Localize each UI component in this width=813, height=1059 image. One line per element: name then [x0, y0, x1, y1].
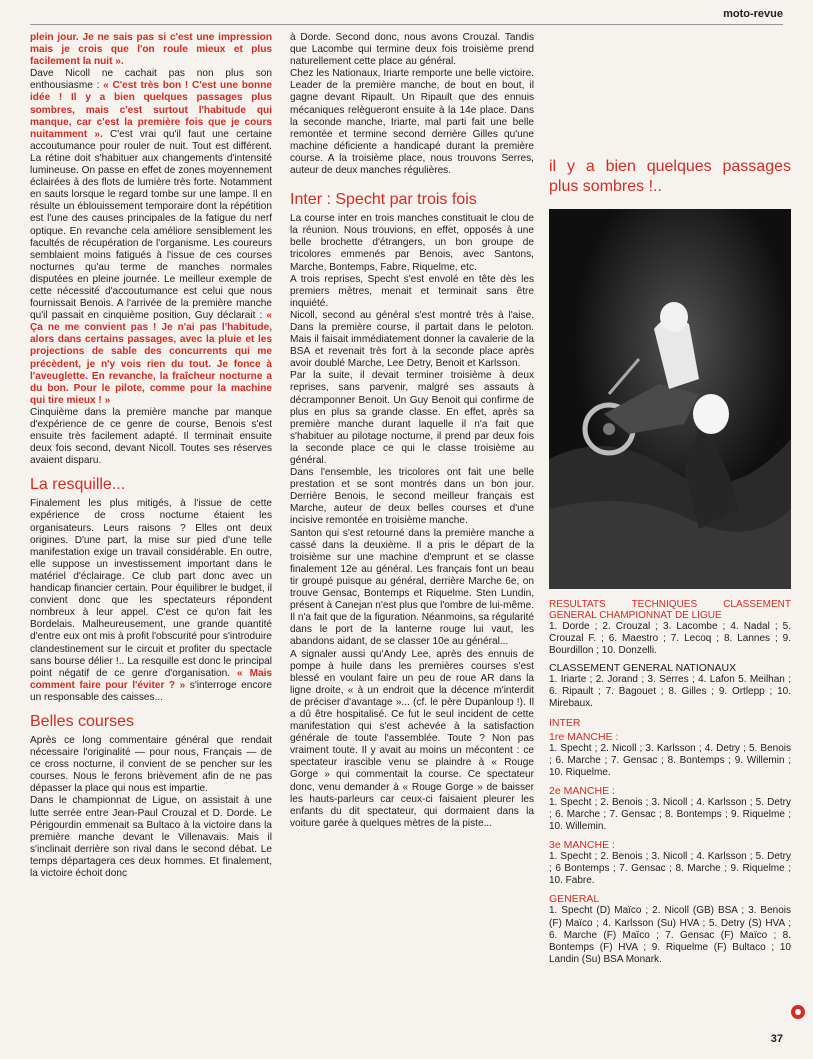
heading-resquille: La resquille...	[30, 476, 126, 494]
paragraph-ligue: Dans le championnat de Ligue, on assistait à une lutte serrée entre Jean-Paul Crouzal et D. Dorde. Le Périgourdin emmenait sa Bultaco à la victoire dans la première manche devant le Villenavais. Mais il s'inclinait derrière son rival dans le second débat. Le temps départagera ces deux hommes. Et finalement, la victoire échoit donc	[30, 795, 272, 879]
manche1-title: 1re MANCHE :	[549, 730, 619, 743]
text: s'interroge encore un responsable des caisses...	[30, 679, 272, 703]
text: C'est vrai qu'il faut une certaine accoutumance pour rouler de nuit. Tout est différent. La rétine doit s'habituer aux changements d'intensité lumineuse. On passe en effet de zones moyennement éclairées à des flots de lumière très forte. Notamment en sauts lorsque le regard tombe sur une lampe. Il en résulte un éblouissement temporaire dont la répétition est l'une des causes principales de la fatigue du nerf optique. En revanche cela améliore sensiblement les facultés de récupération de l'organisme. Les coureurs semblaient moins fatigués à l'issue de ces courses nocturnes qu'au terme de manches normales disputées en pleine journée. Le meilleur exemple de cette nécessité d'accoutumance est celui que nous fournissait Benois. A l'arrivée de la première manche qu'il passait en cinquième position, Guy déclarait :	[30, 128, 272, 322]
nationaux-title: CLASSEMENT GENERAL NATIONAUX	[549, 662, 737, 675]
page-number: 37	[770, 1033, 783, 1045]
paragraph-inter: La course inter en trois manches constituait le clou de la réunion. Nous trouvions, en effet, opposés à une belle brochette d'étrangers, un bon groupe de tricolores emmenés par Benois, avec Santons, Marche, Bontemps, Fabre, Riquelme, etc.	[290, 213, 534, 273]
nicoll-quote: « C'est très bon ! C'est une bonne idée ! Il y a bien quelques passages plus sombres, mais c'est surtout l'habitude qui manque, car c'est la première fois que je cours nuitamment ».	[30, 80, 272, 140]
paragraph-benoit: Par la suite, il devait terminer troisième à deux reprises, sans parvenir, malgré ses assauts à décramponner Benoit. Un Guy Benoit qui confirme de plus en plus sa grande classe. En effet, après sa première manche durant laquelle il n'a fait que s'habituer au pilotage nocturne, il prend par deux fois la seconde place ce qui le classe troisième au général.	[290, 370, 534, 466]
magazine-name: moto-revue	[723, 8, 783, 20]
text: Dave Nicoll ne cachait pas non plus son enthousiasme :	[30, 68, 272, 92]
results-manche2: 1. Specht ; 2. Benois ; 3. Nicoll ; 4. Karlsson ; 5. Detry ; 6. Marche ; 7. Gensac ; 8. Bontemps ; 9. Riquelme ; 10. Willemin.	[549, 796, 791, 833]
paragraph-tricolores: Dans l'ensemble, les tricolores ont fait une belle prestation et se sont montrés dans un bon jour. Derrière Benois, le second meilleur français est Marche, auteur de deux belles courses et d'une incisive remontée en troisième manche.	[290, 467, 534, 527]
results-nationaux: 1. Iriarte ; 2. Jorand ; 3. Serres ; 4. Lafon 5. Meilhan ; 6. Ripault ; 7. Bagouet ; 8. Gilles ; 9. Ortlepp ; 10. Mirebaux.	[549, 674, 791, 710]
end-mark-icon	[791, 1005, 805, 1019]
paragraph-resquille	[30, 498, 272, 704]
paragraph-nicoll-race: Nicoll, second au général s'est montré très à l'aise. Dans la première course, il partait dans le peloton. Mais il faisait immédiatement donner la cavalerie de la BSA et revenait très fort à la seconde place après avoir doublé Marche, Lee Detry, Benoit et Karlsson.	[290, 309, 534, 370]
paragraph-andy-lee: A signaler aussi qu'Andy Lee, après des ennuis de pompe à huile dans les premières courses s'est blessé en voulant faire un peu de roue AR dans la ligne droite, « à un endroit que la décence m'interdit de préciser d'avantage »... (cf. le père Dupanloup !). Il a dû être hospitalisé. Ce fut le seul incident de cette manifestation qui s'est achevée à la satisfaction générale de toute l'assemblée. Toute ? Non pas vraiment toute. Il y avait au moins un mécontent : ce spectateur irascible venu se plaindre à « Rouge Gorge » qui commentait la course. Ce spectateur donc, venu demander à « Rouge Gorge » de baisser les hauts-parleurs car ceux-ci faisaient pleurer les enfants du dit spectateur, qui dormaient dans la voiture garée à quelques mètres de la piste...	[290, 648, 534, 829]
header-rule	[30, 24, 783, 25]
manche3-title: 3e MANCHE :	[549, 839, 615, 852]
paragraph-benois: Cinquième dans la première manche par manque d'expérience de ce genre de course, Benois s'est ensuite très facilement adapté. Il terminait ensuite deux fois second, devant Nicoll. Toutes ses réserves avaient disparu.	[30, 406, 272, 467]
results-title: RESULTATS TECHNIQUES CLASSEMENT GENERAL CHAMPIONNAT DE LIGUE	[549, 599, 791, 621]
heading-belles-courses: Belles courses	[30, 712, 135, 730]
results-general: 1. Specht (D) Maïco ; 2. Nicoll (GB) BSA ; 3. Benois (F) Maïco ; 4. Karlsson (Su) HVA ; 5. Detry (S) HVA ; 6. Marche (F) Maïco ; 7. Gensac (F) Maïco ; 8. Bontemps (F) HVA ; 9. Riquelme (F) Bultaco ; 10 Landin (Su) BSA Monark.	[549, 905, 791, 965]
heading-inter: Inter : Specht par trois fois	[290, 191, 477, 209]
photo-illustration	[549, 209, 791, 589]
text: Finalement les plus mitigés, à l'issue de cette expérience de cross nocturne étaient les organisateurs. Leurs raisons ? Elles ont deux origines. D'une part, la mise sur pied d'une telle manifestation exige un travail considérable. En outre, elle suppose un investissement important dans le matériel d'éclairage. Ce club part donc avec un handicap financier certain. Pour équilibrer le budget, il convient donc que les spectateurs répondent nombreux à leur appel. C'est ce qu'on fait les Bordelais. Malheureusement, une grande quantité d'entre eux ont mis à profit l'obscurité pour s'introduire clandestinement sur le circuit et profiter du spectacle sans bourse délier !.. La resquille est donc le principal point négatif de ce genre d'organisation.	[30, 498, 272, 679]
paragraph-santon: Santon qui s'est retourné dans la première manche a cassé dans la deuxième. Il a pris le départ de la troisième sur une machine d'emprunt et se classe finalement 12e au général. Les français font un beau tir groupé puisque au général, derrière Marche 6e, on trouve Gensac, Bontemps et Riquelme. Sten Lundin, présent à Canejan n'est plus que l'ombre de lui-même. Il n'a fait que de la figuration. Néanmoins, sa régularité dans le port de la lanterne rouge lui vaut, les abandons aidant, de se classer 10e au général...	[290, 527, 534, 648]
paragraph-nicoll	[30, 68, 272, 407]
results-manche1: 1. Specht ; 2. Nicoll ; 3. Karlsson ; 4. Detry ; 5. Benois ; 6. Marche ; 7. Gensac ; 8. Bontemps ; 9. Willemin ; 10. Riquelme.	[549, 742, 791, 778]
paragraph-specht: A trois reprises, Specht s'est envolé en tête dès les premiers mètres, menait et terminait sans être inquiété.	[290, 273, 534, 309]
inter-title: INTER	[549, 716, 581, 729]
paragraph-commentaire: Après ce long commentaire général que rendait nécessaire l'originalité — pour nous, Français — de ce cross nocturne, il convient de se pencher sur les courses. Nous le ferons brièvement afin de ne pas dépasser la place qui nous est impartie.	[30, 734, 272, 795]
column-1	[30, 32, 272, 880]
results-ligue: 1. Dorde ; 2. Crouzal ; 3. Lacombe ; 4. Nadal ; 5. Crouzal F. ; 6. Maestro ; 7. Lecoq ; 8. Lannes ; 9. Bourdillon ; 10. Donzelli.	[549, 621, 791, 657]
paragraph-nationaux: Chez les Nationaux, Iriarte remporte une belle victoire. Leader de la première manche, de bout en bout, il gagne devant Ripault. Un Ripault que des ennuis mécaniques relègueront ensuite à la 14e place. Dans la seconde manche, Iriarte, mal parti fait une belle remontée et termine second derrière Gilles qu'une machine déficiente a handicapé durant la première course. A la troisième place, nous trouvons Serres, auteur de deux manches régulières.	[290, 68, 534, 177]
pull-quote: il y a bien quelques passages plus sombres !..	[549, 158, 791, 195]
results-manche3: 1. Specht ; 2. Benois ; 3. Nicoll ; 4. Karlsson ; 5. Detry ; 6 Bontemps ; 7. Gensac ; 8. Marche ; 9. Riquelme ; 10. Fabre.	[549, 851, 791, 887]
paragraph-dorde: à Dorde. Second donc, nous avons Crouzal. Tandis que Lacombe qui termine deux fois troisième prend naturellement cette place au général.	[290, 32, 534, 68]
manche2-title: 2e MANCHE :	[549, 784, 615, 797]
caisses-quote: « Mais comment faire pour l'éviter ? »	[30, 667, 273, 691]
night-motocross-photo	[549, 209, 791, 589]
nicoll-quote-end: plein jour. Je ne sais pas si c'est une impression mais je crois que l'on roule mieux et plus facilement la nuit ».	[30, 32, 272, 68]
general-title: GENERAL	[549, 893, 600, 906]
column-2	[290, 32, 534, 830]
benois-quote: « Ça ne me convient pas ! Je n'ai pas l'habitude, alors dans certains passages, avec la pluie et les projections de sable des concurrents qui me précèdent, je n'y vois rien du tout. Je fonce à l'aveuglette. En revanche, la fraîcheur nocturne a du bon. Pour le pilote, comme pour la machine qui tire mieux ! »	[30, 310, 272, 406]
column-3	[549, 32, 791, 966]
